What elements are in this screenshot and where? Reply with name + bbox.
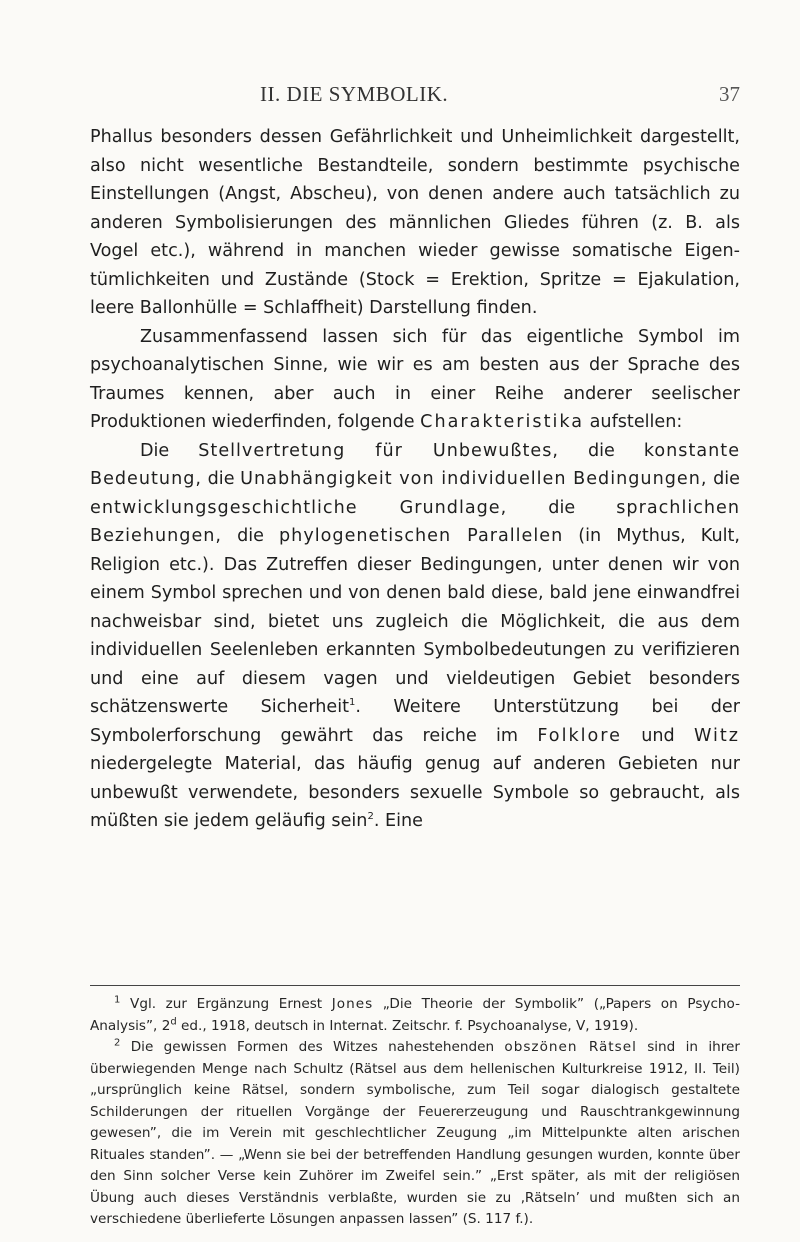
emphasis: konstante Bedeutung, <box>90 440 741 489</box>
emphasis: sprachlichen Beziehungen, <box>90 497 741 546</box>
running-title: II. DIE SYMBOLIK. <box>260 82 449 106</box>
text-span: Zusammenfassend lassen sich für das eigentliche Symbol im psychoanalytischen Sinne, wie wir es am besten aus der Sprache des Traumes kennen, aber auch in einer Reihe anderer seelischer Produktionen wiederfinden, folgende <box>90 326 740 432</box>
paragraph <box>90 123 740 323</box>
footnote-mark: 1 <box>114 994 121 1006</box>
text-span: sind in ihrer überwiegenden Menge nach Schultz (Rätsel aus dem hellenischen Kulturkreise 1912, II. Teil) „ursprünglich keine Rätsel, sondern symbolische, zum Teil sogar dialogisch gestaltete Schilderungen der rituellen Vorgänge der Feuererzeugung und Rauschtrankgewinnung gewesen”, die im Verein mit geschlechtlicher Zeugung „im Mittelpunkte alten arischen Rituales standen”. — „Wenn sie bei der betreffenden Handlung gesungen wurden, konnte über den Sinn solcher Verse kein Zuhörer im Zweifel sein.” „Erst später, als mit der religiösen Übung auch dieses Verständnis verblaßte, wurden sie zu ‚Rätseln’ und mußten sich an verschiedene überlieferte Lösungen anpassen lassen” (S. 117 f.). <box>90 1039 741 1227</box>
page-header <box>90 82 740 112</box>
text-span: die <box>207 469 235 489</box>
paragraph <box>90 437 740 836</box>
text-span: Vgl. zur Ergänzung Ernest <box>130 996 323 1012</box>
main-text <box>90 123 740 836</box>
text-span: niedergelegte Material, das häufig genug auf anderen Gebieten nur unbewußt verwendete, besonders sexuelle Symbole so gebraucht, als müßten sie jedem geläufig sein <box>90 754 740 831</box>
emphasis: Witz <box>694 725 741 746</box>
page-number: 37 <box>719 82 740 106</box>
emphasis: Folklore <box>537 725 622 746</box>
footnotes <box>90 994 740 1231</box>
text-span: die <box>548 497 576 518</box>
footnote-ref: 2 <box>367 811 374 823</box>
footnote-divider <box>90 985 740 986</box>
text-span: Die gewissen Formen des Witzes nahestehenden <box>130 1039 495 1055</box>
text-span: die <box>587 440 615 461</box>
footnote-1 <box>90 994 740 1037</box>
footnote-ref: 1 <box>349 697 356 709</box>
text-span: „Die Theorie der Symbolik” („Papers on Psycho-Analysis”, 2 <box>90 996 741 1034</box>
emphasis: Jones <box>331 996 374 1012</box>
text-span: die <box>237 526 264 546</box>
emphasis: Unabhängigkeit von individuellen Bedingungen, <box>240 469 708 489</box>
footnote-mark: 2 <box>114 1037 121 1049</box>
paragraph <box>90 323 740 437</box>
text-span: (in Mythus, Kult, Religion etc.). Das Zutreffen dieser Bedingungen, unter denen wir von einem Symbol sprechen und von denen bald diese, bald jene einwandfrei nachweisbar sind, bietet uns zugleich die Möglichkeit, die aus dem individuellen Seelenleben erkannten Symbolbedeutungen zu verifizieren und eine auf diesem vagen und vieldeutigen Gebiet besonders schätzenswerte Sicherheit <box>90 526 741 717</box>
text-span: und <box>641 725 675 746</box>
text-span: . Eine <box>373 811 423 831</box>
text-span: die <box>713 469 740 489</box>
emphasis: Stellvertretung für Unbewußtes, <box>198 440 559 461</box>
footnote-2 <box>90 1037 740 1231</box>
emphasis: entwicklungsgeschichtliche Grundlage, <box>90 497 508 518</box>
text-span: Phallus besonders dessen Gefährlichkeit und Unheimlichkeit dargestellt, also nicht wesentliche Bestandteile, sondern bestimmte psychische Einstellungen (Angst, Abscheu), von denen andere auch tatsächlich zu anderen Symbolisierungen des männlichen Gliedes führen (z. B. als Vogel etc.), während in manchen wieder gewisse somatische Eigentümlichkeiten und Zustände (Stock = Erektion, Spritze = Ejakulation, leere Ballonhülle = Schlaffheit) Darstellung finden. <box>90 127 740 318</box>
text-span: Die <box>140 440 170 461</box>
emphasis: Charakteristika <box>420 412 585 432</box>
emphasis: phylogenetischen Parallelen <box>279 526 564 546</box>
text-span: ed., 1918, deutsch in Internat. Zeitschr. f. Psychoanalyse, V, 1919). <box>181 1017 639 1034</box>
text-span: aufstellen: <box>589 412 683 432</box>
emphasis: obszönen Rätsel <box>504 1039 637 1055</box>
text-span: . Weitere Unterstützung bei der Symbolerforschung gewährt das reiche im <box>90 697 740 746</box>
superscript: d <box>170 1015 177 1027</box>
